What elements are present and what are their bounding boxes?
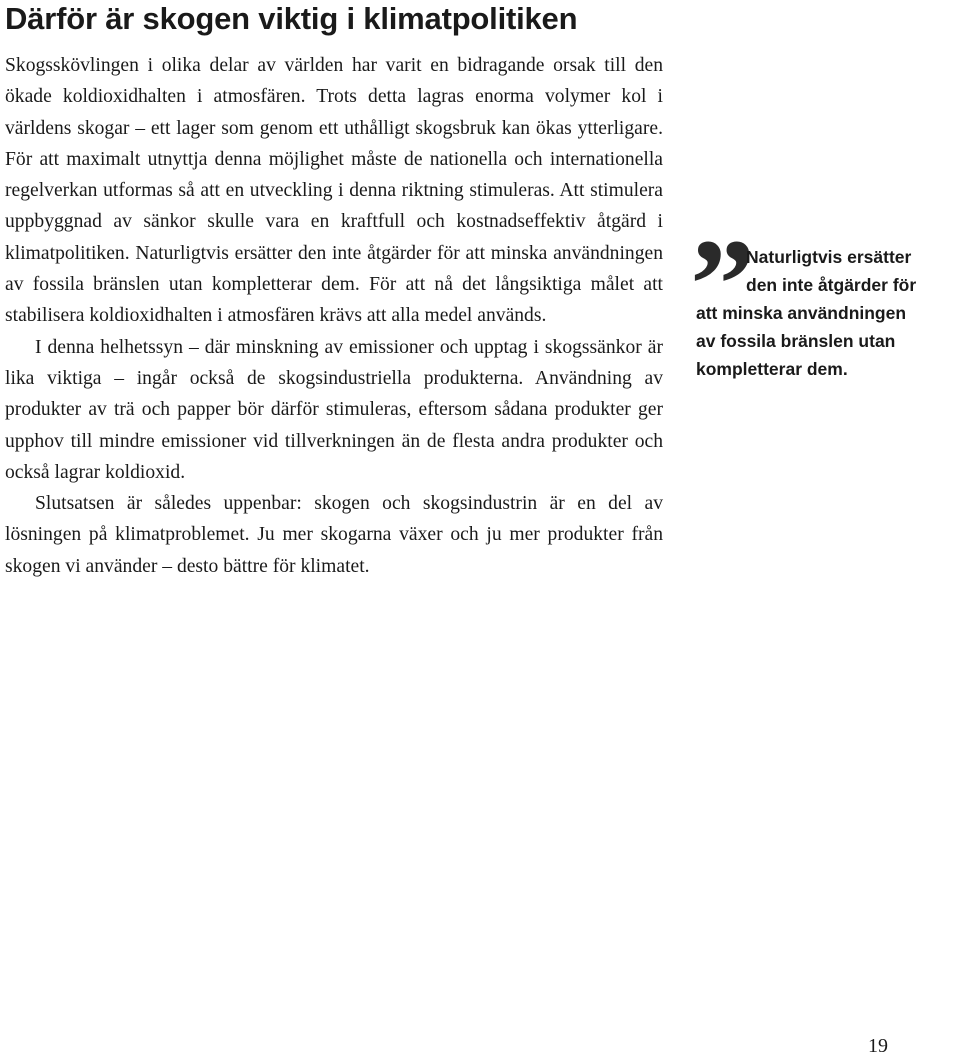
- paragraph-2: I denna helhetssyn – där minskning av emissioner och upptag i skogssänkor är lika viktiga – ingår också de skogsindustriella produkterna. Användning av produkter av trä och papper bör därför stimuleras, eftersom sådana produkter ger upphov till mindre emissioner vid tillverkningen än de flesta andra produkter och också lagrar koldioxid.: [5, 336, 663, 483]
- pull-quote-line: kompletterar dem.: [696, 359, 848, 379]
- pull-quote-line: av fossila bränslen utan: [696, 331, 896, 351]
- article-body: [5, 50, 663, 582]
- pull-quote-line: att minska användningen: [696, 303, 907, 323]
- page-number: 19: [868, 1035, 888, 1057]
- quotation-mark-icon: ”: [690, 213, 755, 357]
- paragraph-3: Slutsatsen är således uppenbar: skogen och skogsindustrin är en del av lösningen på klimatproblemet. Ju mer skogarna växer och ju mer produkter från skogen vi använder – desto bättre för klimatet.: [5, 493, 663, 577]
- pull-quote-line: Naturligtvis ersätter: [746, 247, 912, 267]
- pull-quote-line: den inte åtgärder för: [746, 275, 917, 295]
- paragraph-1: Skogsskövlingen i olika delar av världen har varit en bidragande orsak till den ökade koldioxidhalten i atmosfären. Trots detta lagras enorma volymer kol i världens skogar – ett lager som genom ett uthålligt skogsbruk kan ökas ytterligare. För att maximalt utnyttja denna möjlighet måste de nationella och internationella regelverkan utformas så att en utveckling i denna riktning stimuleras. Att stimulera uppbyggnad av sänkor skulle vara en kraftfull och kostnadseffektiv åtgärd i klimatpolitiken. Naturligtvis ersätter den inte åtgärder för att minska användningen av fossila bränslen utan kompletterar dem. För att nå det långsiktiga målet att stabilisera koldioxidhalten i atmosfären krävs att alla medel används.: [5, 55, 663, 327]
- pull-quote: [696, 243, 960, 383]
- page-heading: Därför är skogen viktig i klimatpolitiken: [5, 1, 578, 36]
